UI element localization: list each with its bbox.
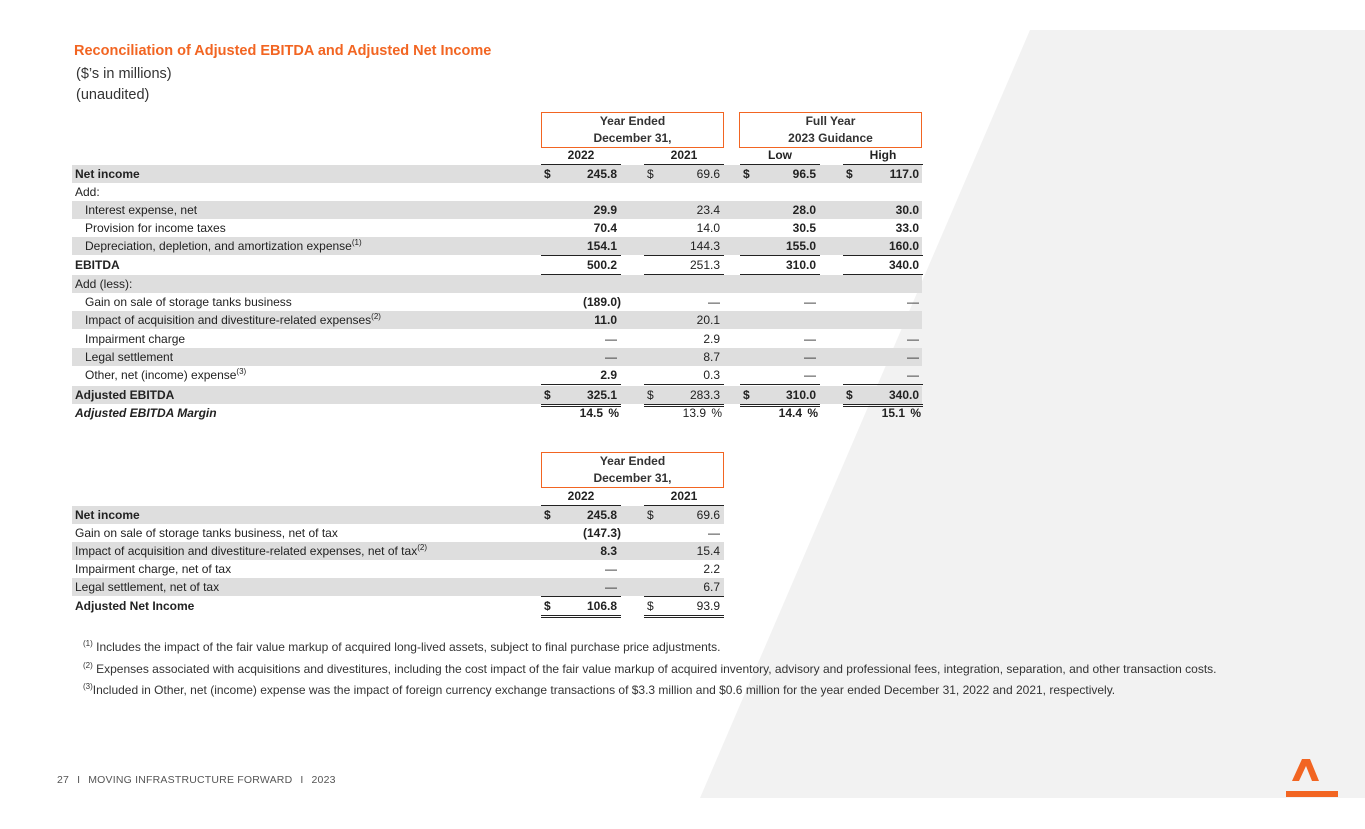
page-number: 27 <box>57 774 70 786</box>
col-header-2022: 2022 <box>541 147 621 165</box>
table2-row-legal-settlement: Legal settlement, net of tax — 6.7 <box>72 578 724 596</box>
year-ended-header-2: Year Ended December 31, <box>541 452 724 488</box>
arcosa-logo-icon <box>1286 757 1338 799</box>
table-row-income-taxes: Provision for income taxes 70.4 14.0 30.5 33.0 <box>85 221 919 235</box>
table-row-adjusted-ebitda: Adjusted EBITDA $ 325.1 $ 283.3 $ 310.0 $ 340.0 <box>72 386 922 404</box>
table-row-depreciation: Depreciation, depletion, and amortization expense$^{(1)}$ 154.1 144.3 155.0 160.0 <box>72 237 922 255</box>
table-row-add: Add: <box>75 185 100 199</box>
footer-tagline: MOVING INFRASTRUCTURE FORWARD <box>88 774 293 786</box>
col-header-low: Low <box>740 147 820 165</box>
table-row-add-less: Add (less): <box>72 275 922 293</box>
table2-row-net-income: Net income $ 245.8 $ 69.6 <box>72 506 724 524</box>
table-row-adjusted-ebitda-margin: Adjusted EBITDA Margin 14.5 % 13.9 % 14.4 % 15.1 % <box>75 406 921 420</box>
audit-subtitle: (unaudited) <box>76 87 150 103</box>
table-row-ebitda: EBITDA 500.2 251.3 310.0 340.0 <box>72 256 922 274</box>
col-header-2022-t2: 2022 <box>541 488 621 506</box>
table-row-net-income: Net income $ 245.8 $ 69.6 $ 96.5 $ 117.0 <box>72 165 922 183</box>
page-title: Reconciliation of Adjusted EBITDA and Adjusted Net Income <box>74 43 492 59</box>
footnote-1: $^{(1)}$ Includes the impact of the fair value markup of acquired long-lived assets, subject to final purchase price adjustments. <box>83 639 721 654</box>
guidance-header: Full Year 2023 Guidance <box>739 112 922 148</box>
table2-row-impairment: Impairment charge, net of tax — 2.2 <box>75 562 720 576</box>
table-row-interest-expense: Interest expense, net 29.9 23.4 28.0 30.0 <box>72 201 922 219</box>
col-header-high: High <box>843 147 923 165</box>
table-row-legal-settlement: Legal settlement — 8.7 — — <box>72 348 922 366</box>
table-row-acquisition-impact: Impact of acquisition and divestiture-related expenses$^{(2)}$ 11.0 20.1 <box>72 311 922 329</box>
page-footer: 27 I MOVING INFRASTRUCTURE FORWARD I 2023 <box>57 774 336 786</box>
footnote-2: $^{(2)}$ Expenses associated with acquisitions and divestitures, including the cost impact of the fair value markup of acquired inventory, advisory and professional fees, integration, separation, and other transaction costs. <box>83 661 1217 676</box>
table-row-impairment: Impairment charge — 2.9 — — <box>85 332 919 346</box>
units-subtitle: ($’s in millions) <box>76 66 172 82</box>
year-ended-header: Year Ended December 31, <box>541 112 724 148</box>
table2-row-acquisition-impact: Impact of acquisition and divestiture-related expenses, net of tax$^{(2)}$ 8.3 15.4 <box>72 542 724 560</box>
footer-year: 2023 <box>311 774 336 786</box>
table-row-other-net: Other, net (income) expense$^{(3)}$ 2.9 0.3 — — <box>72 366 922 384</box>
col-header-2021: 2021 <box>644 147 724 165</box>
table-row-gain-on-sale: Gain on sale of storage tanks business (189.0) — — — <box>85 295 919 309</box>
footnote-3: $^{(3)}$Included in Other, net (income) expense was the impact of foreign currency exchange transactions of $3.3 million and $0.6 million for the year ended December 31, 2022 and 2021, respectively. <box>83 682 1116 697</box>
table2-row-gain-on-sale: Gain on sale of storage tanks business, net of tax (147.3) — <box>75 526 720 540</box>
table2-row-adjusted-net-income: Adjusted Net Income $ 106.8 $ 93.9 <box>72 597 724 615</box>
col-header-2021-t2: 2021 <box>644 488 724 506</box>
